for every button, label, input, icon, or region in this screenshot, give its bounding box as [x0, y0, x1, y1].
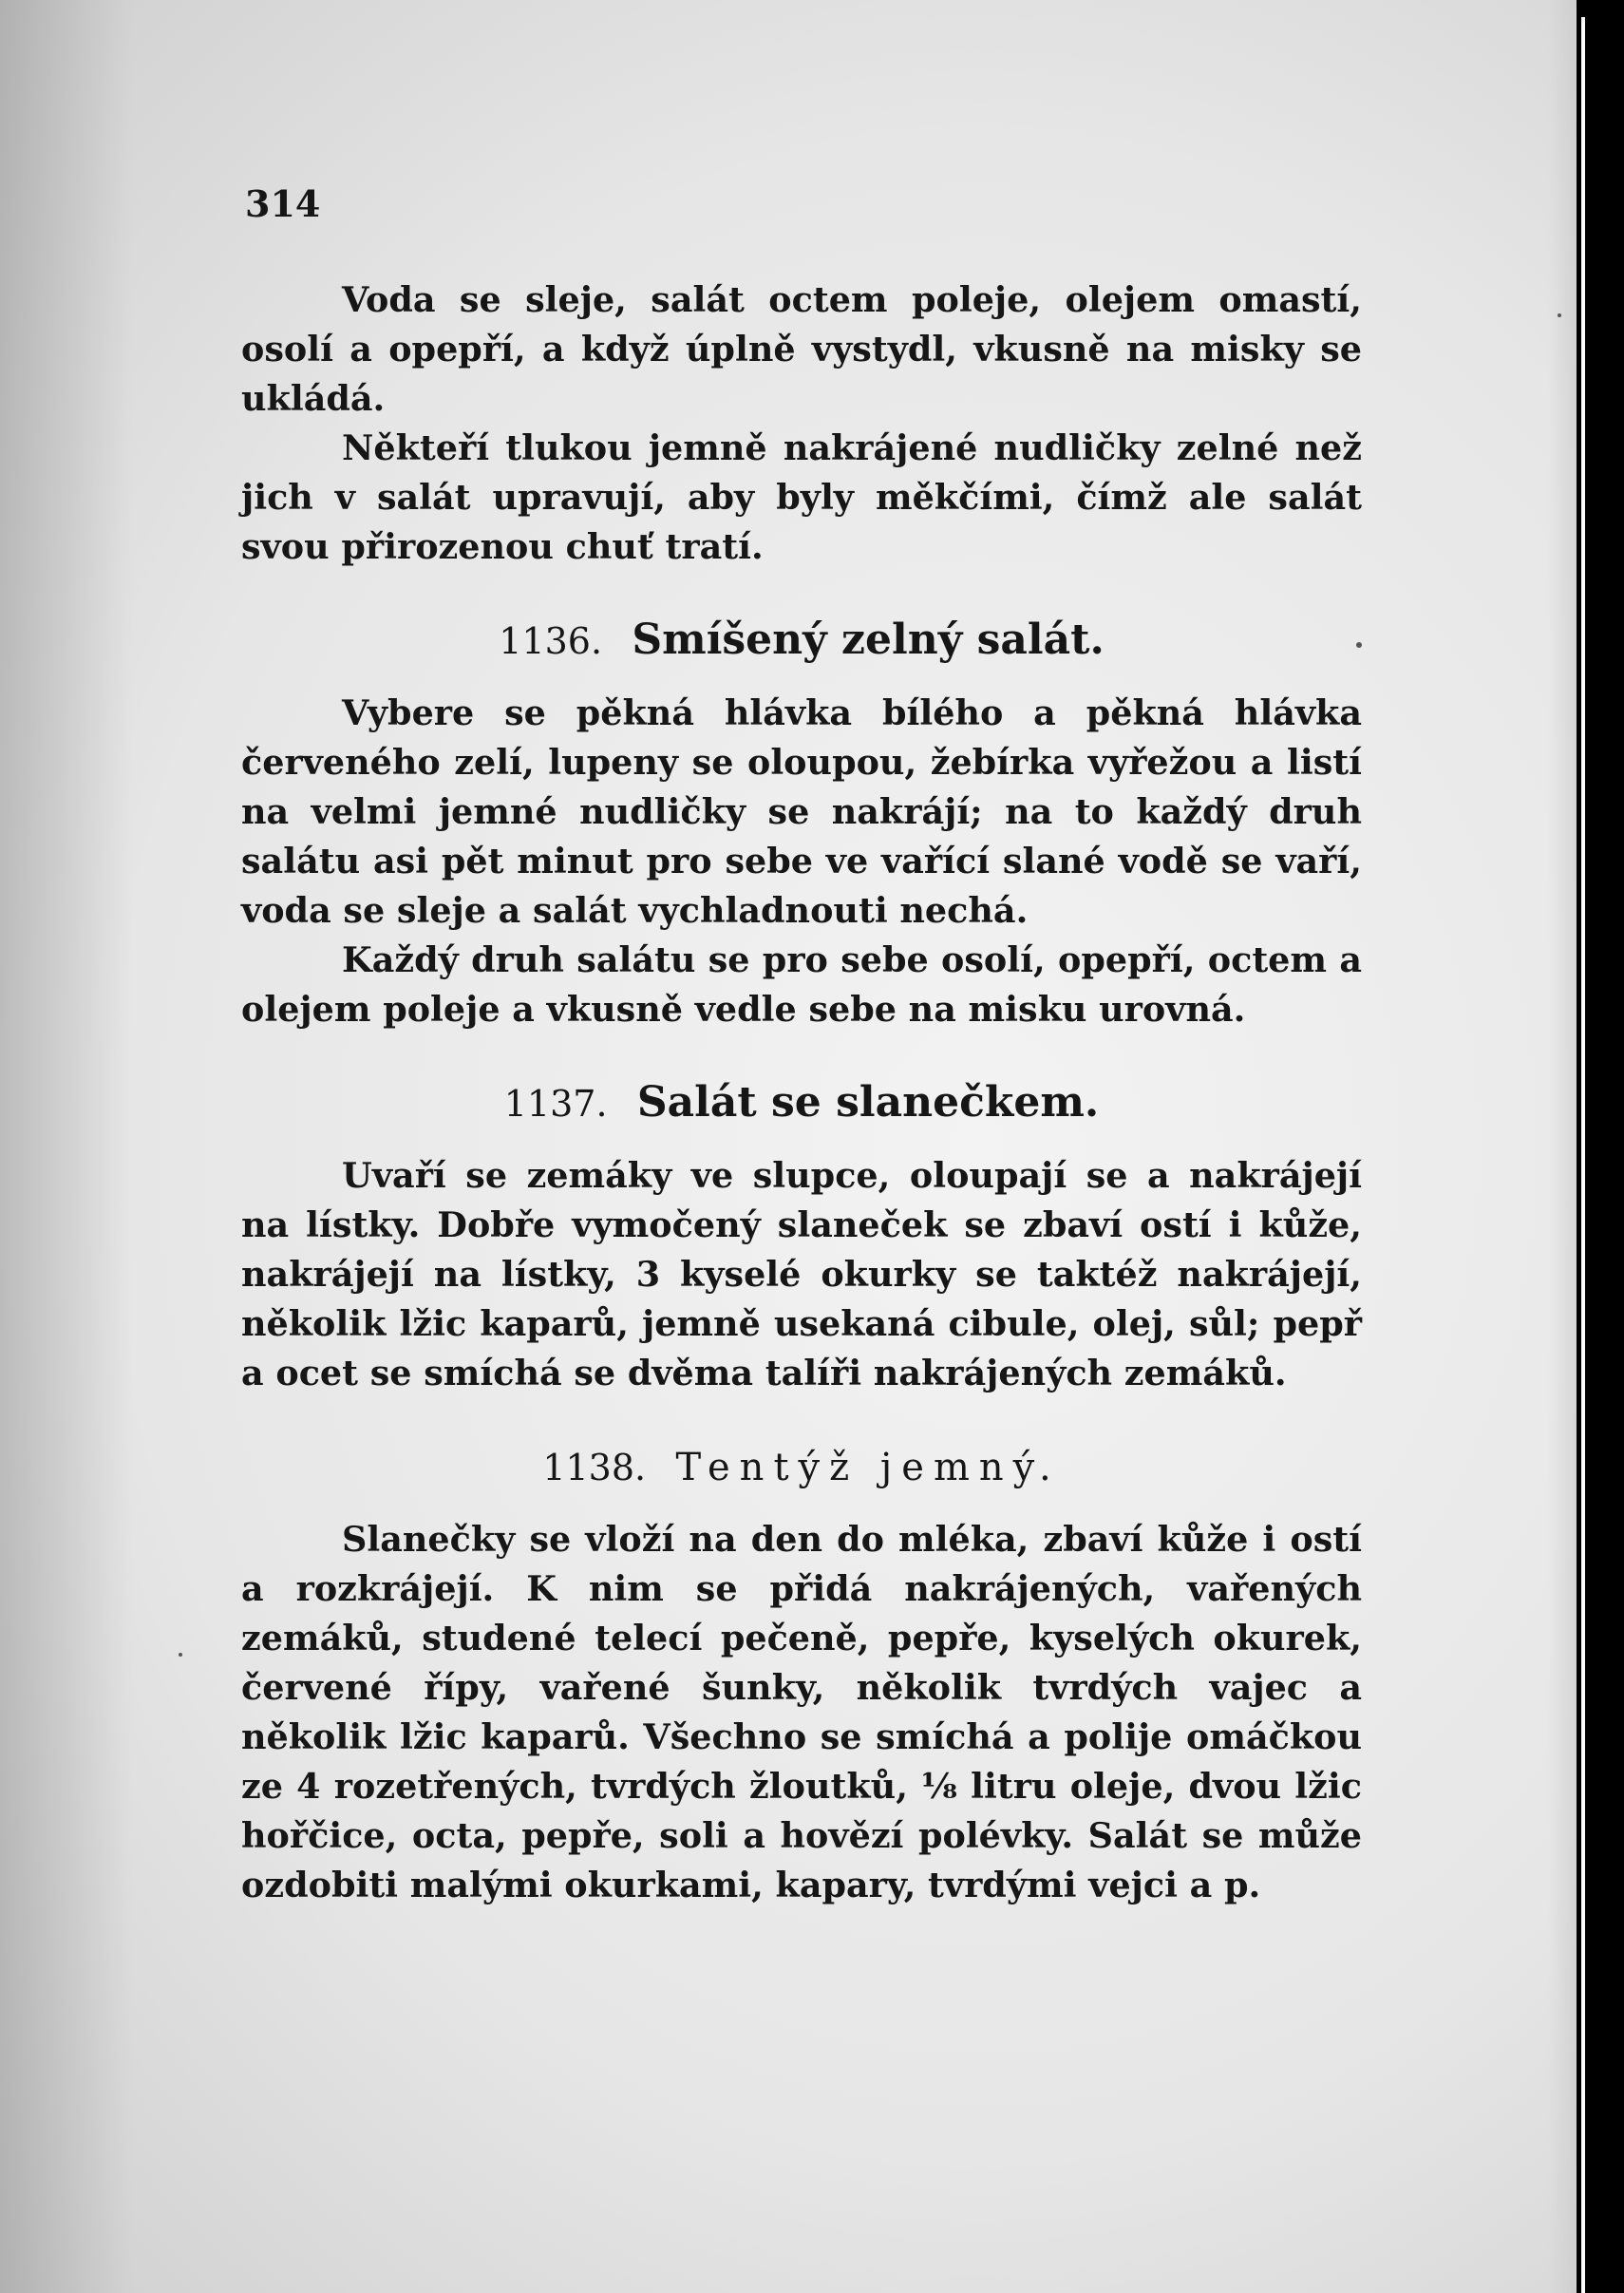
paragraph: Slanečky se vloží na den do mléka, zbaví kůže i ostí a rozkrájejí. K nim se přidá nakrájených, vařených zemáků, studené telecí pečeně, pepře, kyselých okurek, červené řípy, vařené šunky, několik tvrdých vajec a několik lžic kaparů. Všechno se smíchá a polije omáčkou ze 4 rozetřených, tvrdých žloutků, ⅛ litru oleje, dvou lžic hořčice, octa, pepře, soli a hovězí polévky. Salát se může ozdobiti malými okurkami, kapary, tvrdými vejci a p.	[241, 1519, 1362, 1905]
paragraph: Vybere se pěkná hlávka bílého a pěkná hlávka červeného zelí, lupeny se oloupou, žebírka vyřežou a listí na velmi jemné nudličky se nakrájí; na to každý druh salátu asi pět minut pro sebe ve vařící slané vodě se vaří, voda se sleje a salát vychladnouti nechá.	[241, 692, 1362, 931]
recipe-title: Salát se slanečkem.	[636, 1078, 1100, 1127]
paragraph: Uvaří se zemáky ve slupce, oloupají se a nakrájejí na lístky. Dobře vymočený slaneček se zbaví ostí i kůže, nakrájejí na lístky, 3 kyselé okurky se taktéž nakrájejí, několik lžic kaparů, jemně usekaná cibule, olej, sůl; pepř a ocet se smíchá se dvěma talíři nakrájených zemáků.	[241, 1155, 1362, 1393]
recipe-title: Tentýž jemný.	[675, 1446, 1061, 1489]
print-speck	[179, 1653, 182, 1657]
page-text	[241, 275, 1362, 1910]
recipe-number: 1138.	[542, 1447, 647, 1488]
page-edge	[1548, 0, 1577, 2293]
recipe-title: Smíšený zelný salát.	[632, 616, 1105, 664]
scan-border-line	[1581, 17, 1585, 2293]
recipe-number: 1136.	[499, 620, 603, 662]
recipe-heading-1137	[241, 1076, 1362, 1130]
recipe-heading-1136	[241, 614, 1362, 668]
page-number: 314	[245, 182, 321, 225]
recipe-number: 1137.	[503, 1083, 608, 1125]
print-speck	[1558, 313, 1561, 317]
paragraph: Někteří tlukou jemně nakrájené nudličky zelné než jich v salát upravují, aby byly měkčími, čímž ale salát svou přirozenou chuť tratí.	[241, 427, 1362, 567]
paragraph: Každý druh salátu se pro sebe osolí, opepří, octem a olejem poleje a vkusně vedle sebe na misku urovná.	[241, 939, 1362, 1030]
paragraph: Voda se sleje, salát octem poleje, olejem omastí, osolí a opepří, a když úplně vystydl, vkusně na misky se ukládá.	[241, 279, 1362, 419]
recipe-heading-1138	[241, 1440, 1362, 1494]
page-shading	[0, 0, 133, 2293]
